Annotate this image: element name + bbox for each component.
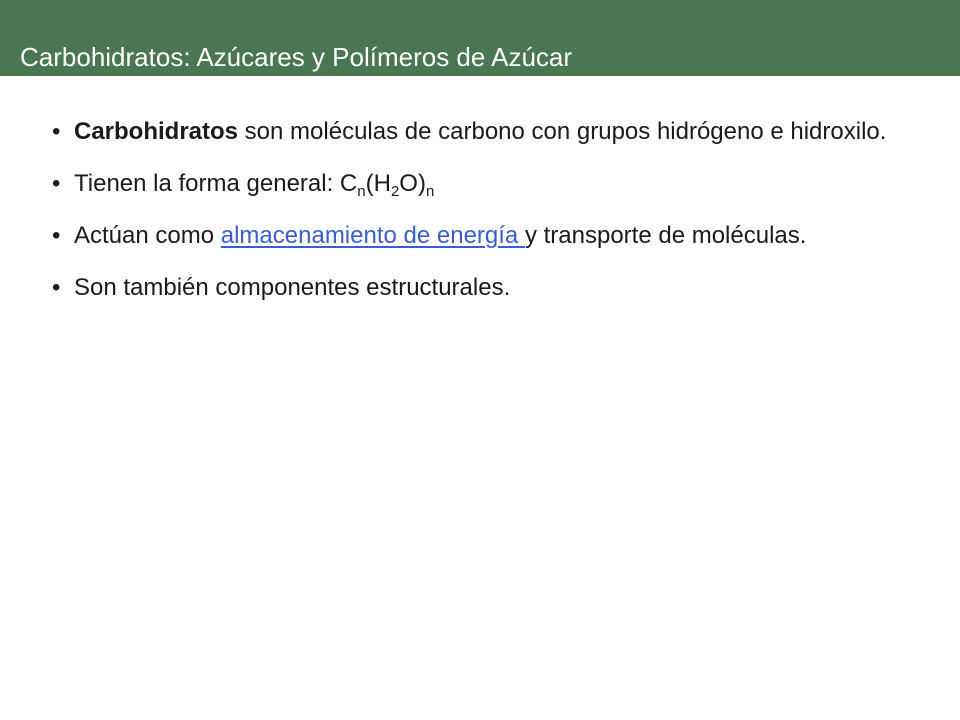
bullet-list	[52, 115, 912, 323]
bullet-dot-icon: •	[52, 118, 61, 145]
formula-part: (H	[365, 170, 391, 197]
formula-subscript: 2	[390, 183, 400, 200]
bullet-bold-lead: Carbohidratos	[74, 118, 239, 145]
bullet-item	[52, 219, 912, 253]
bullet-item	[52, 167, 912, 201]
bullet-dot-icon: •	[52, 274, 61, 301]
formula-subscript: n	[425, 183, 435, 200]
bullet-text: Son también componentes estructurales.	[74, 274, 511, 301]
bullet-dot-icon: •	[52, 222, 61, 249]
bullet-text: Tienen la forma general: C	[74, 170, 358, 197]
bullet-item	[52, 271, 912, 305]
title-bar	[0, 0, 960, 76]
bullet-text: y transporte de moléculas.	[524, 222, 807, 249]
bullet-item	[52, 115, 912, 149]
bullet-text: son moléculas de carbono con grupos hidrógeno e hidroxilo.	[238, 118, 887, 145]
formula-subscript: n	[357, 183, 366, 200]
energy-storage-link[interactable]: almacenamiento de energía	[220, 222, 525, 249]
bullet-dot-icon: •	[52, 170, 61, 197]
bullet-text: Actúan como	[74, 222, 221, 249]
slide-title: Carbohidratos: Azúcares y Polímeros de Azúcar	[20, 42, 573, 72]
formula-part: O)	[399, 170, 426, 197]
